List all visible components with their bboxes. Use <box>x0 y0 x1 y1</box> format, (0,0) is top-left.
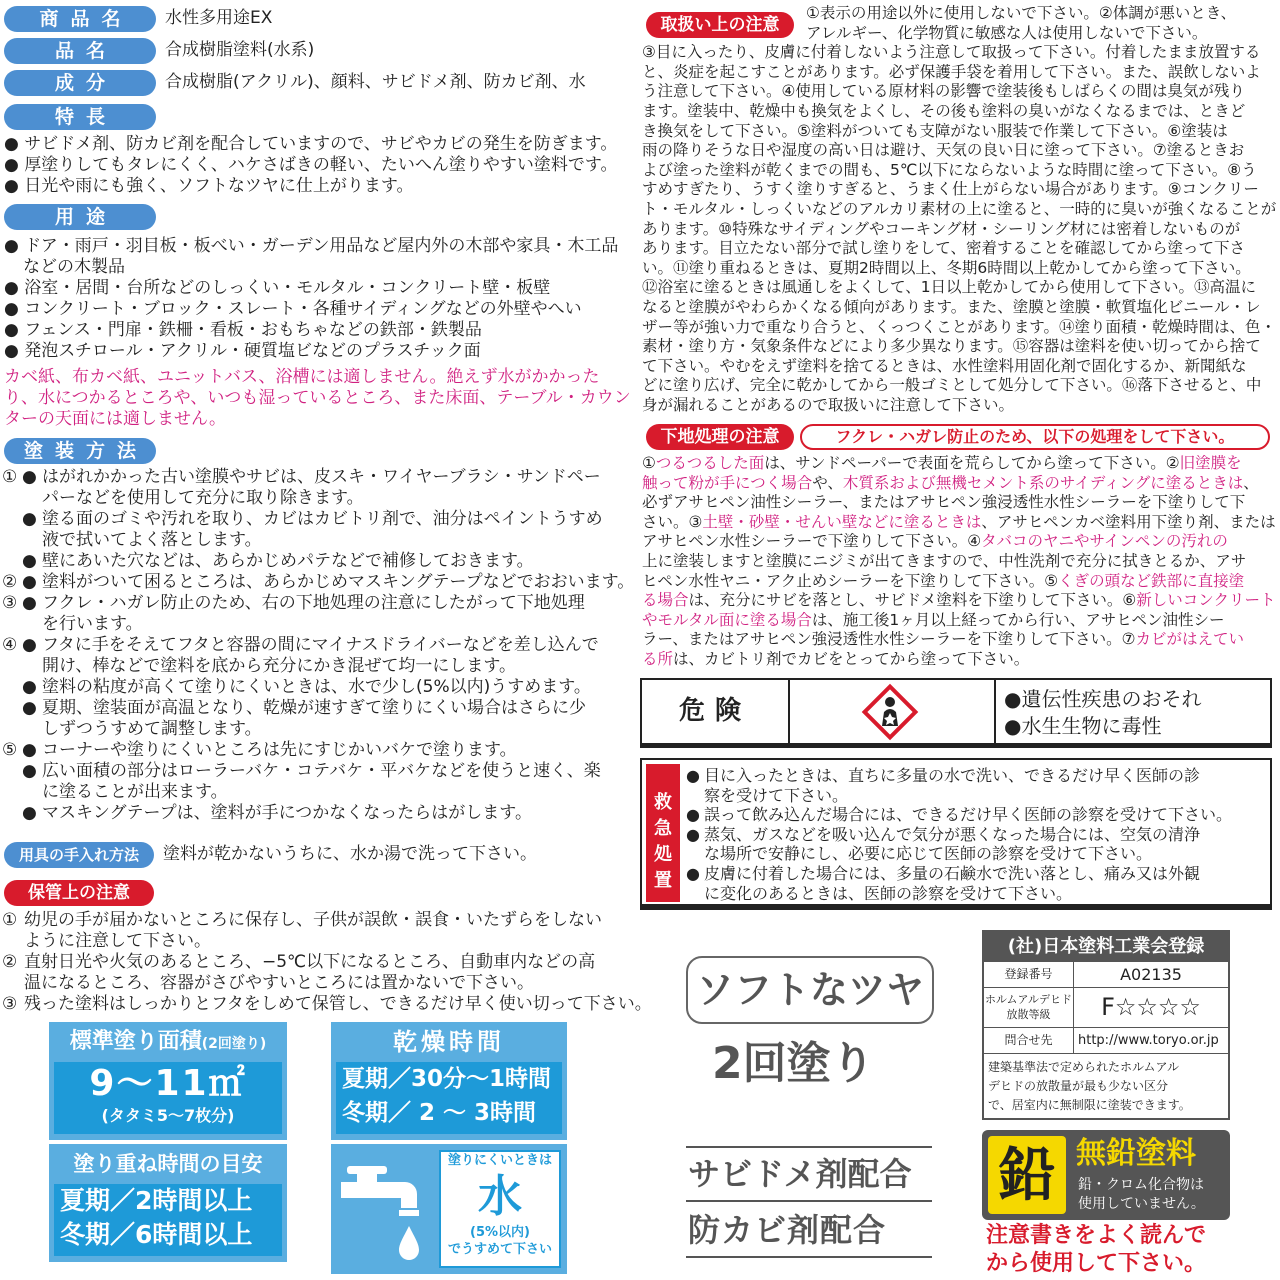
bullet-icon: ● <box>22 551 37 571</box>
water-note: 塗りにくいときは <box>447 1153 552 1168</box>
faucet-icon <box>337 1160 437 1268</box>
handling-line: よび塗った塗料が乾くまでの間も、5℃以下にならないような時間に塗って下さい。⑧う <box>642 160 1257 179</box>
first-aid-text: 誤って飲み込んだ場合には、できるだけ早く医師の診察を受けて下さい。 <box>704 805 1233 825</box>
registration-note-line: デヒドの放散量が最も少ない区分 <box>988 1079 1169 1093</box>
bullet-icon: ● <box>686 766 700 785</box>
bullet-icon: ● <box>4 299 25 319</box>
storage-line <box>2 973 634 994</box>
first-aid-list <box>686 766 1270 903</box>
mold-badge: 防カビ剤配合 <box>688 1211 887 1249</box>
substrate-line <box>642 454 1276 474</box>
method-line <box>2 551 634 572</box>
features-list <box>4 134 634 197</box>
tool-care-text: 塗料が乾かないうちに、水か湯で洗って下さい。 <box>163 844 537 864</box>
first-aid-label-char: 置 <box>654 870 672 891</box>
storage-text: 温になるところ、容器がさびやすいところには置かないで下さい。 <box>24 973 534 993</box>
first-aid-line <box>686 825 1270 845</box>
use-text: フェンス・門扉・鉄柵・看板・おもちゃなどの鉄部・鉄製品 <box>24 320 482 340</box>
first-aid-line <box>686 786 1270 806</box>
bullet-icon: ● <box>686 824 700 844</box>
substrate-highlight: くぎの頭など鉄部に直接塗 <box>1058 571 1245 590</box>
substrate-text-segment: ラー、またはアサヒペン強浸透性水性シーラーを下塗りして下さい。⑦ <box>642 630 1136 649</box>
method-line <box>2 593 634 614</box>
substrate-line <box>642 650 1276 670</box>
method-line <box>2 803 634 824</box>
method-line <box>2 488 634 509</box>
handling-line: 身が漏れることがあるので取扱いに注意して下さい。 <box>642 395 1015 414</box>
ingredients-label: 成分 <box>4 70 156 96</box>
handling-line: て下さい。やむをえず塗料を捨てるときは、水性塗料用固化剤で固化するか、新聞紙な <box>642 356 1247 375</box>
first-aid-label-char: 救 <box>654 792 672 813</box>
use-text: 発泡スチロール・アクリル・硬質塩ビなどのプラスチック面 <box>24 341 481 361</box>
bullet-icon: ● <box>4 176 25 196</box>
storage-line <box>2 931 634 952</box>
substrate-text-segment: さい。③ <box>642 512 703 531</box>
product-name: 水性多用途EX <box>165 8 273 28</box>
substrate-text-segment: 上に塗装しますと塗膜にニジミが出てきますので、中性洗剤で充分に拭きとるか、アサ <box>642 551 1247 570</box>
coverage-title-note: (2回塗り) <box>201 1036 267 1052</box>
uses-warning-line: カベ紙、布カベ紙、ユニットバス、浴槽には適しません。絶えず水がかかった <box>4 367 600 387</box>
substrate-highlight: つるつるした面 <box>655 454 765 472</box>
two-coats-badge: 2回塗り <box>712 1038 875 1089</box>
method-text: 塗料がついて困るところは、あらかじめマスキングテープなどでおおいます。 <box>42 572 635 592</box>
method-text: マスキングテープは、塗料が手につかなくなったらはがします。 <box>42 803 532 823</box>
substrate-text-segment: は、充分にサビを落とし、サビドメ塗料を下塗りして下さい。⑥ <box>688 591 1137 610</box>
product-name-label: 商品名 <box>4 6 156 32</box>
storage-text: 残った塗料はしっかりとフタをしめて保管し、できるだけ早く使い切って下さい。 <box>24 994 652 1014</box>
water-dilute: でうすめて下さい <box>447 1242 552 1257</box>
drying-summer: 夏期／30分～1時間 <box>342 1066 552 1092</box>
drying-winter: 冬期／ 2 ～ 3時間 <box>342 1100 537 1126</box>
handling-line: ③目に入ったり、皮膚に付着しないよう注意して取扱って下さい。付着したまま放置する <box>642 43 1261 62</box>
substrate-text-segment: アサヒペン水性シーラーで下塗りして下さい。④ <box>642 532 982 551</box>
registration-box <box>982 930 1230 1120</box>
footer-note-line: から使用して下さい。 <box>986 1251 1207 1276</box>
substrate-highlight: やモルタル面に塗る場合 <box>642 610 812 629</box>
method-text: 壁にあいた穴などは、あらかじめパテなどで補修しておきます。 <box>42 551 534 571</box>
method-line <box>2 782 634 803</box>
feature-text: 厚塗りしてもタレにくく、ハケさばきの軽い、たいへん塗りやすい塗料です。 <box>24 155 618 175</box>
substrate-text-segment: は、施工後1ヶ月以上経ってから行い、アサヒペン油性シー <box>811 610 1225 629</box>
contact-url[interactable]: http://www.toryo.or.jp <box>1078 1033 1219 1048</box>
registration-number: A02135 <box>1120 965 1182 984</box>
method-text: 夏期、塗装面が高温となり、乾燥が速すぎて塗りにくい場合はさらに少 <box>42 698 586 718</box>
feature-text: サビドメ剤、防カビ剤を配合していますので、サビやカビの発生を防ぎます。 <box>24 134 618 154</box>
bullet-icon: ● <box>22 698 37 718</box>
substrate-banner: フクレ・ハガレ防止のため、以下の処理をして下さい。 <box>800 424 1270 450</box>
bullet-icon: ● <box>22 509 37 529</box>
lead-free-sub <box>1078 1176 1205 1214</box>
bullet-icon: ● <box>22 572 37 592</box>
step-number: ② <box>2 952 18 972</box>
method-text: パーなどを使用して充分に取り除きます。 <box>42 488 364 508</box>
first-aid-line <box>686 864 1270 884</box>
feature-text: 日光や雨にも強く、ソフトなツヤに仕上がります。 <box>24 176 414 196</box>
drying-title: 乾燥時間 <box>393 1028 505 1056</box>
use-text: コンクリート・ブロック・スレート・各種サイディングなどの外壁やへい <box>24 299 582 319</box>
step-number: ④ <box>2 635 18 655</box>
method-line <box>2 635 634 656</box>
bullet-icon: ● <box>4 341 25 361</box>
uses-list <box>4 236 634 362</box>
substrate-highlight: る所 <box>642 649 674 668</box>
substrate-text-segment: 、アサヒペンカベ塗料用下塗り剤、または <box>981 512 1276 531</box>
use-text: などの木製品 <box>23 257 125 277</box>
storage-list <box>2 910 652 1015</box>
first-aid-line <box>686 766 1270 786</box>
use-item <box>4 257 634 278</box>
handling-line: ①表示の用途以外に使用しないで下さい。②体調が悪いとき、 <box>806 4 1237 22</box>
method-line <box>2 530 634 551</box>
method-text: 塗料の粘度が高くて塗りにくいときは、水で少し(5%以内)うすめます。 <box>42 677 591 697</box>
lead-free-sub-line: 鉛・クロム化合物は <box>1078 1177 1204 1193</box>
feature-item <box>4 176 634 197</box>
bullet-icon: ● <box>4 320 25 340</box>
first-aid-text: 目に入ったときは、直ちに多量の水で洗い、できるだけ早く医師の診 <box>704 766 1201 785</box>
first-aid-line <box>686 844 1270 864</box>
recoat-box <box>49 1144 287 1262</box>
feature-item <box>4 134 634 155</box>
use-text: ドア・雨戸・羽目板・板べい・ガーデン用品など屋内外の木部や家具・木工品 <box>24 236 619 256</box>
method-text: 液で拭いてよく落とします。 <box>42 530 262 550</box>
handling-line: あります。⑩特殊なサイディングやコーキング材・シーリング材には密着しないものが <box>642 219 1241 238</box>
storage-label: 保管上の注意 <box>4 880 154 906</box>
substrate-highlight: タバコのヤニやサインペンの汚れの <box>981 532 1228 551</box>
bullet-icon: ● <box>22 677 37 697</box>
uses-warning-line: り、水につかるところや、いつも湿っているところ、また床面、テーブル・カウン <box>4 388 631 408</box>
use-item <box>4 299 634 320</box>
first-aid-line <box>686 884 1270 904</box>
substrate-text <box>642 454 1276 670</box>
handling-line: アレルギー、化学物質に敏感な人は使用しないで下さい。 <box>806 23 1208 42</box>
method-line <box>2 761 634 782</box>
method-line <box>2 677 634 698</box>
first-aid-label <box>646 764 680 902</box>
bullet-icon: ● <box>4 278 25 298</box>
method-text: 開け、棒などで塗料を底から充分にかき混ぜて均一にします。 <box>42 656 516 676</box>
use-text: 浴室・居間・台所などのしっくい・モルタル・コンクリート壁・板壁 <box>24 278 551 298</box>
method-line <box>2 656 634 677</box>
storage-text: ように注意して下さい。 <box>24 931 211 951</box>
substrate-highlight: 新しいコンクリート <box>1136 591 1276 610</box>
registration-note-line: で、居室内に無制限に塗装できます。 <box>988 1098 1191 1112</box>
registration-note <box>988 1058 1228 1115</box>
first-aid-text: 察を受けて下さい。 <box>704 785 849 805</box>
registration-note-line: 建築基準法で定められたホルムアル <box>988 1060 1180 1074</box>
handling-label: 取扱い上の注意 <box>646 12 794 38</box>
bullet-icon: ● <box>22 593 37 613</box>
method-text: を行います。 <box>42 614 143 634</box>
item-value: 合成樹脂塗料(水系) <box>165 40 315 60</box>
step-number: ③ <box>2 994 18 1014</box>
handling-line: ザー等が強い力で重なり合うと、くっつくことがあります。⑭塗り面積・乾燥時間は、色・ <box>642 317 1276 336</box>
hazard-box <box>640 678 1272 748</box>
method-line <box>2 698 634 719</box>
step-number: ⑤ <box>2 740 18 760</box>
uses-warning <box>4 367 634 430</box>
footer-note-line: 注意書きをよく読んで <box>986 1223 1207 1248</box>
handling-line: う注意して下さい。④使用している原材料の影響で塗装後もしばらくの間は臭気が残り <box>642 82 1245 101</box>
hazard-label: 危険 <box>642 680 790 743</box>
handling-line: い。⑪塗り重ねるときは、夏期2時間以上、冬期6時間以上乾かしてから塗って下さい。 <box>642 258 1251 277</box>
use-item <box>4 278 634 299</box>
substrate-text-segment: や、 <box>812 473 843 492</box>
soft-gloss-badge: ソフトなツヤ <box>686 956 934 1024</box>
bullet-icon: ● <box>22 635 37 655</box>
registration-title: (社)日本塗料工業会登録 <box>984 932 1228 962</box>
use-item <box>4 320 634 341</box>
method-line <box>2 572 634 593</box>
registration-number-label: 登録番号 <box>984 962 1074 987</box>
bullet-icon: ● <box>4 134 25 154</box>
substrate-line <box>642 611 1276 631</box>
step-number: ① <box>2 910 18 930</box>
bullet-icon: ● <box>22 803 37 823</box>
method-text: 塗る面のゴミや汚れを取り、カビはカビトリ剤で、油分はペイントうすめ <box>42 509 603 529</box>
bullet-icon: ● <box>4 236 25 256</box>
bullet-icon: ● <box>686 863 700 883</box>
step-number: ② <box>2 572 18 592</box>
substrate-highlight: る場合 <box>642 591 689 610</box>
first-aid-text: 蒸気、ガスなどを吸い込んで気分が悪くなった場合には、空気の清浄 <box>704 824 1201 844</box>
formaldehyde-label-2: 放散等級 <box>1006 1008 1051 1021</box>
use-item <box>4 236 634 257</box>
method-line <box>2 467 634 488</box>
contact-label: 問合せ先 <box>984 1028 1074 1053</box>
coverage-value: 9～11㎡ <box>89 1063 247 1104</box>
bullet-icon: ● <box>22 740 37 760</box>
bullet-icon: ● <box>22 467 37 487</box>
coverage-title: 標準塗り面積 <box>69 1029 202 1054</box>
handling-line: なると塗膜がやわらかくなる傾向があります。また、塗膜と塗膜・軟質塩化ビニール・レ <box>642 297 1261 316</box>
substrate-line <box>642 532 1276 552</box>
first-aid-box <box>640 758 1272 910</box>
handling-line: と、炎症を起こすことがあります。必ず保護手袋を着用して下さい。また、誤飲しないよ <box>642 62 1261 81</box>
bullet-icon: ● <box>4 155 25 175</box>
step-number: ① <box>2 467 18 487</box>
substrate-text-segment: ヒペン水性ヤニ・アク止めシーラーを下塗りして下さい。⑤ <box>642 571 1059 590</box>
substrate-line <box>642 474 1276 494</box>
feature-item <box>4 155 634 176</box>
storage-line <box>2 994 652 1015</box>
lead-free-box <box>982 1130 1230 1220</box>
substrate-line <box>642 493 1276 513</box>
substrate-text-segment: ① <box>642 454 656 472</box>
substrate-line <box>642 630 1276 650</box>
drying-box <box>331 1022 567 1140</box>
substrate-line <box>642 552 1276 572</box>
use-item <box>4 341 634 362</box>
formaldehyde-grade: F☆☆☆☆ <box>1101 993 1201 1021</box>
lead-kanji: 鉛 <box>988 1136 1066 1214</box>
first-aid-line <box>686 805 1270 825</box>
storage-line <box>2 910 634 931</box>
uses-warning-line: ターの天面には適しません。 <box>4 409 227 429</box>
substrate-line <box>642 572 1276 592</box>
substrate-label: 下地処理の注意 <box>646 424 794 450</box>
storage-text: 直射日光や火気のあるところ、−5℃以下になるところ、自動車内などの高 <box>24 952 596 972</box>
substrate-highlight: 木質系および無機セメント系のサイディングに塗るときは <box>842 473 1244 492</box>
substrate-highlight: カビがはえてい <box>1135 630 1244 649</box>
method-line <box>2 719 634 740</box>
substrate-line <box>642 513 1276 533</box>
method-list <box>2 467 634 824</box>
handling-text <box>642 4 1276 415</box>
recoat-winter: 冬期／6時間以上 <box>60 1220 253 1249</box>
method-text: コーナーや塗りにくいところは先にすじかいバケで塗ります。 <box>42 740 517 760</box>
method-label: 塗装方法 <box>4 438 156 464</box>
health-hazard-icon <box>860 682 920 742</box>
handling-line: どに塗り広げ、完全に乾かしてから一般ゴミとして処分して下さい。⑯落下させると、中 <box>642 376 1262 395</box>
handling-line: 雨の降りそうな日や湿度の高い日は避け、天気の良い日に塗って下さい。⑦塗るときお <box>642 141 1245 160</box>
method-text: フタに手をそえてフタと容器の間にマイナスドライバーなどを差し込んで <box>42 635 599 655</box>
first-aid-text: 皮膚に付着した場合には、多量の石鹸水で洗い落とし、痛み又は外観 <box>704 863 1201 883</box>
first-aid-text: に変化のあるときは、医師の診察を受けて下さい。 <box>704 883 1073 903</box>
ingredients-value: 合成樹脂(アクリル)、顔料、サビドメ剤、防カビ剤、水 <box>165 72 586 92</box>
substrate-text-segment: は、サンドペーパーで表面を荒らしてから塗って下さい。② <box>764 454 1180 472</box>
water-box <box>331 1144 567 1274</box>
rust-badge: サビドメ剤配合 <box>688 1155 912 1193</box>
first-aid-text: な場所で安静にし、必要に応じて医師の診察を受けて下さい。 <box>704 844 1153 864</box>
method-text: 広い面積の部分はローラーバケ・コテバケ・平バケなどを使うと速く、楽 <box>42 761 601 781</box>
substrate-highlight: 土壁・砂壁・せんい壁などに塗るときは <box>702 512 982 531</box>
item-label: 品名 <box>4 38 156 64</box>
handling-line: ⑫浴室に塗るときは風通しをよくして、1日以上乾かしてから使用して下さい。⑬高温に <box>642 278 1257 297</box>
method-text: しずつうすめて調整します。 <box>42 719 262 739</box>
substrate-highlight: 旧塗膜を <box>1179 454 1242 472</box>
features-label: 特長 <box>4 104 156 130</box>
first-aid-label-char: 急 <box>654 818 672 839</box>
lead-free-title: 無鉛塗料 <box>1076 1136 1196 1171</box>
substrate-text-segment: 、 <box>1243 473 1259 492</box>
handling-line: 素材・塗り方・気象条件などにより多少異なります。⑮容器は塗料を使い切ってから捨て <box>642 337 1261 356</box>
method-text: はがれかかった古い塗膜やサビは、皮スキ・ワイヤーブラシ・サンドペー <box>42 467 601 487</box>
substrate-text-segment: 必ずアサヒペン油性シーラー、またはアサヒペン強浸透性水性シーラーを下塗りして下 <box>642 493 1246 512</box>
bullet-icon: ● <box>686 805 700 825</box>
first-aid-label-char: 処 <box>654 844 672 865</box>
lead-free-sub-line: 使用していません。 <box>1078 1196 1205 1212</box>
uses-label: 用途 <box>4 204 156 230</box>
hazard-item: ●遺伝性疾患のおそれ <box>1004 687 1202 711</box>
coverage-box <box>49 1022 287 1140</box>
handling-line: すめすぎたり、うすく塗りすぎると、うまく仕上がらない場合があります。⑨コンクリー <box>642 180 1259 199</box>
hazard-items <box>1004 686 1201 740</box>
hazard-item: ●水生生物に毒性 <box>1004 714 1162 738</box>
footer-note <box>986 1222 1206 1278</box>
formaldehyde-label-1: ホルムアルデヒド <box>984 993 1073 1006</box>
storage-line <box>2 952 634 973</box>
method-line <box>2 509 634 530</box>
method-line <box>2 740 634 761</box>
step-number: ③ <box>2 593 18 613</box>
substrate-highlight: 触って粉が手につく場合 <box>642 473 813 492</box>
substrate-text-segment: は、カビトリ剤でカビをとってから塗って下さい。 <box>673 649 1030 668</box>
method-text: に塗ることが出来ます。 <box>42 782 228 802</box>
coverage-sub: (タタミ5～7枚分) <box>101 1106 235 1125</box>
handling-line: ト・モルタル・しっくいなどのアルカリ素材の上に塗ると、一時的に臭いが強くなることが <box>642 199 1277 218</box>
substrate-line <box>642 591 1276 611</box>
handling-line: ます。塗装中、乾燥中も換気をよくし、その後も塗料の臭いがなくなるまでは、ときど <box>642 101 1246 120</box>
water-pct: (5%以内) <box>470 1225 530 1240</box>
recoat-title: 塗り重ね時間の目安 <box>73 1152 263 1176</box>
handling-line: あります。目立たない部分で試し塗りをして、密着することを確認してから塗って下さ <box>642 239 1245 258</box>
method-text: フクレ・ハガレ防止のため、右の下地処理の注意にしたがって下地処理 <box>42 593 585 613</box>
method-line <box>2 614 634 635</box>
water-big: 水 <box>478 1171 522 1222</box>
recoat-summer: 夏期／2時間以上 <box>60 1186 253 1215</box>
tool-care-label: 用具の手入れ方法 <box>4 842 154 868</box>
handling-line: き換気をして下さい。⑤塗料がついても支障がない服装で作業して下さい。⑥塗装は <box>642 121 1228 140</box>
storage-text: 幼児の手が届かないところに保存し、子供が誤飲・誤食・いたずらをしない <box>24 910 602 930</box>
bullet-icon: ● <box>22 761 37 781</box>
